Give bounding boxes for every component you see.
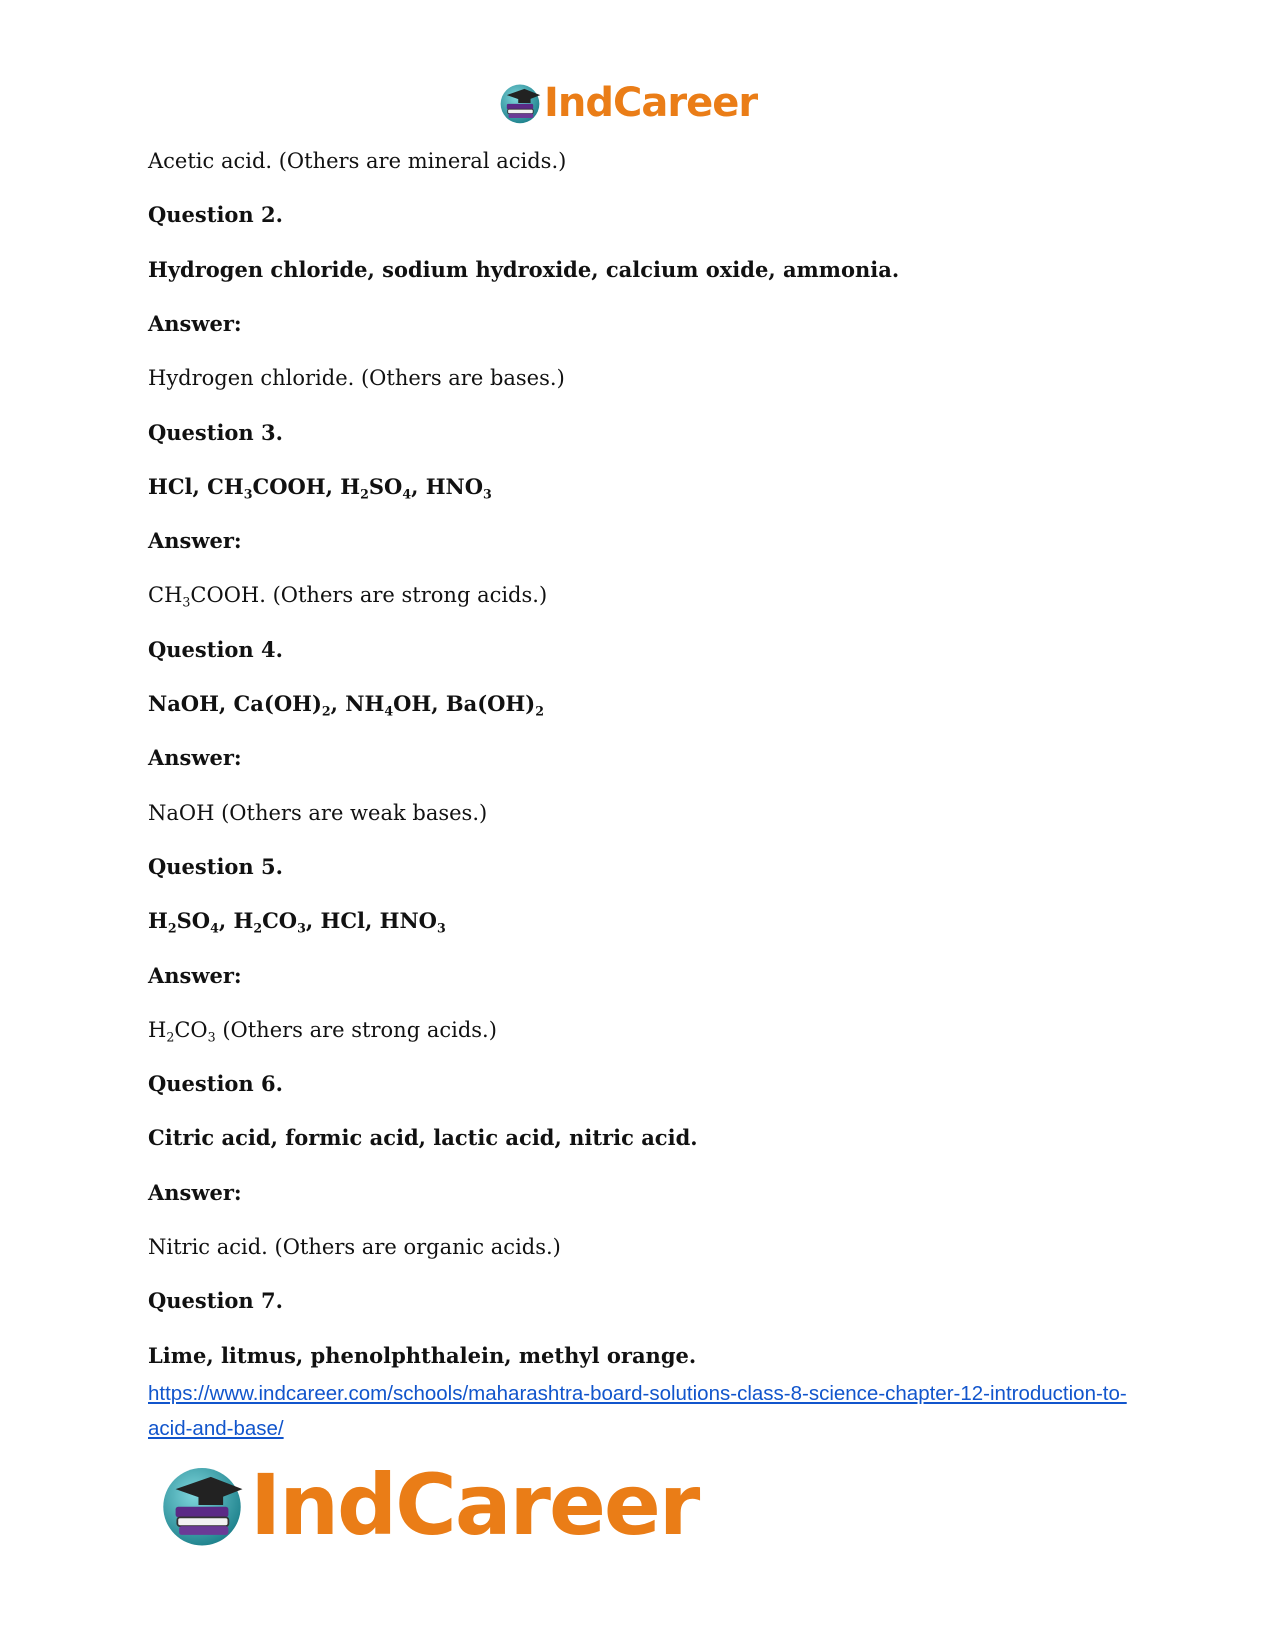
text-line: Lime, litmus, phenolphthalein, methyl orange. <box>148 1342 697 1368</box>
text-line: Answer: <box>148 962 242 988</box>
text-line: $CH_3COOH$. (Others are strong acids.) <box>148 583 548 610</box>
text-line: Answer: <box>148 1179 242 1205</box>
text-line: Acetic acid. (Others are mineral acids.) <box>148 149 567 173</box>
text-line: $H_2SO_4$, $H_2CO_3$, HCl, $HNO_3$ <box>148 908 446 936</box>
graduation-book-globe-icon <box>498 81 542 125</box>
source-url-link[interactable]: https://www.indcareer.com/schools/maharashtra-board-solutions-class-8-science-chapter-12-introduction-to-acid-and-base/ <box>148 1382 1127 1440</box>
text-line: NaOH (Others are weak bases.) <box>148 800 488 825</box>
text-line: Question 4. <box>148 636 283 662</box>
indcareer-logo-header <box>498 78 757 128</box>
text-line: Question 7. <box>148 1288 283 1314</box>
text-line: Hydrogen chloride. (Others are bases.) <box>148 366 565 391</box>
text-line: $H_2CO_3$ (Others are strong acids.) <box>148 1017 497 1045</box>
text-line: Nitric acid. (Others are organic acids.) <box>148 1235 561 1259</box>
text-line: Answer: <box>148 310 242 336</box>
text-line: Hydrogen chloride, sodium hydroxide, calcium oxide, ammonia. <box>148 256 900 282</box>
text-line: Answer: <box>148 528 242 554</box>
text-line: Answer: <box>148 745 242 771</box>
text-line: Citric acid, formic acid, lactic acid, nitric acid. <box>148 1125 698 1151</box>
text-line: Question 6. <box>148 1071 283 1097</box>
logo-wordmark: IndCareer <box>250 1456 699 1554</box>
graduation-book-globe-icon <box>158 1461 246 1549</box>
text-line: NaOH, $Ca(OH)_2$, $NH_4OH$, $Ba(OH)_2$ <box>148 691 544 719</box>
text-line: Question 3. <box>148 419 283 445</box>
logo-wordmark: IndCareer <box>544 80 758 126</box>
text-line: HCl, $CH_3COOH$, $H_2SO_4$, $HNO_3$ <box>148 473 492 502</box>
indcareer-logo-footer <box>158 1455 698 1555</box>
text-line: Question 5. <box>148 853 283 879</box>
text-line: Question 2. <box>148 202 283 228</box>
